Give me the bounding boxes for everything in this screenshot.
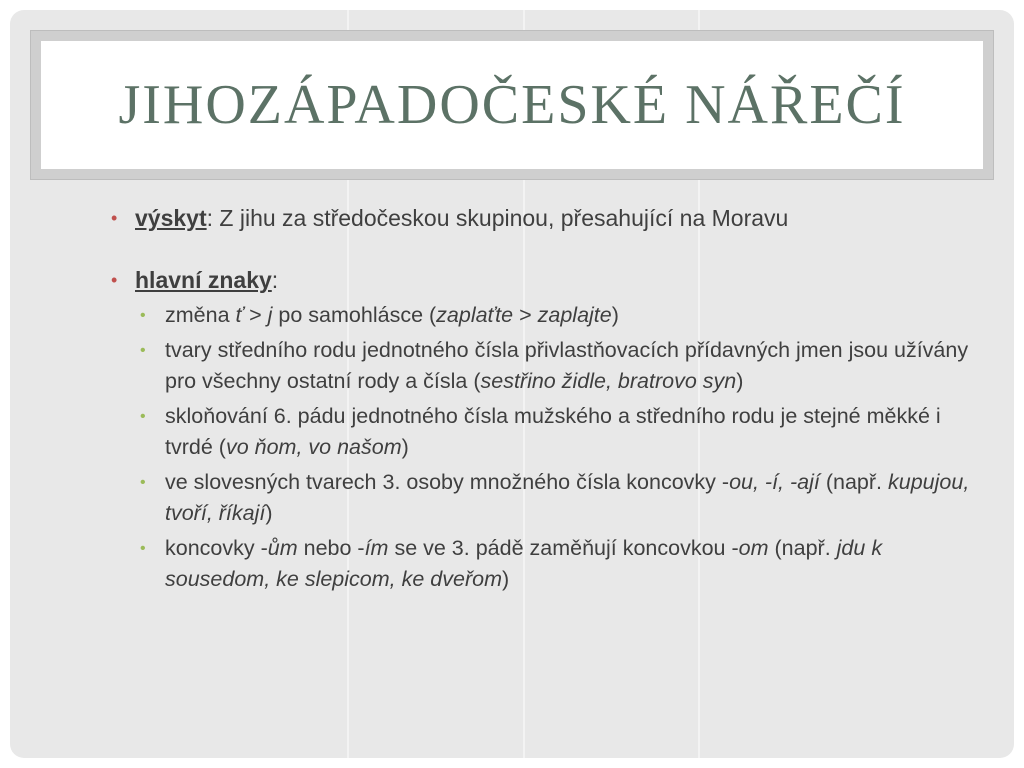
bullet-list	[107, 202, 987, 595]
bullet-icon: •	[140, 408, 146, 425]
sub-item: • změna ť > j po samohlásce (zaplaťte > zaplajte)	[107, 300, 987, 331]
title-frame	[30, 30, 994, 180]
sub-item: • ve slovesných tvarech 3. osoby množného čísla koncovky -ou, -í, -ají (např. kupujou, tvoří, říkají)	[107, 467, 987, 529]
term-label: hlavní znaky	[135, 267, 272, 293]
sub-item: • koncovky -ům nebo -ím se ve 3. pádě zaměňují koncovkou -om (např. jdu k sousedom, ke slepicom, ke dveřom)	[107, 533, 987, 595]
slide	[10, 10, 1014, 758]
bullet-icon: •	[140, 474, 146, 491]
slide-title: JIHOZÁPADOČESKÉ NÁŘEČÍ	[118, 74, 906, 136]
bullet-icon: •	[140, 342, 146, 359]
list-item-vyskyt: • výskyt: Z jihu za středočeskou skupinou, přesahující na Moravu	[107, 202, 987, 234]
item-text: Z jihu za středočeskou skupinou, přesahující na Moravu	[213, 205, 789, 231]
sub-item: • tvary středního rodu jednotného čísla přivlastňovacích přídavných jmen jsou užívány pro všechny ostatní rody a čísla (sestřino židle, bratrovo syn)	[107, 335, 987, 397]
sub-item: • skloňování 6. pádu jednotného čísla mužského a středního rodu je stejné měkké i tvrdé (vo ňom, vo našom)	[107, 401, 987, 463]
bullet-icon: •	[140, 307, 146, 324]
list-item-hlavni-znaky: • hlavní znaky:	[107, 264, 987, 296]
bullet-icon: •	[111, 270, 118, 290]
bullet-icon: •	[140, 540, 146, 557]
bullet-icon: •	[111, 208, 118, 228]
title-box	[41, 41, 983, 169]
term-label: výskyt	[135, 205, 207, 231]
